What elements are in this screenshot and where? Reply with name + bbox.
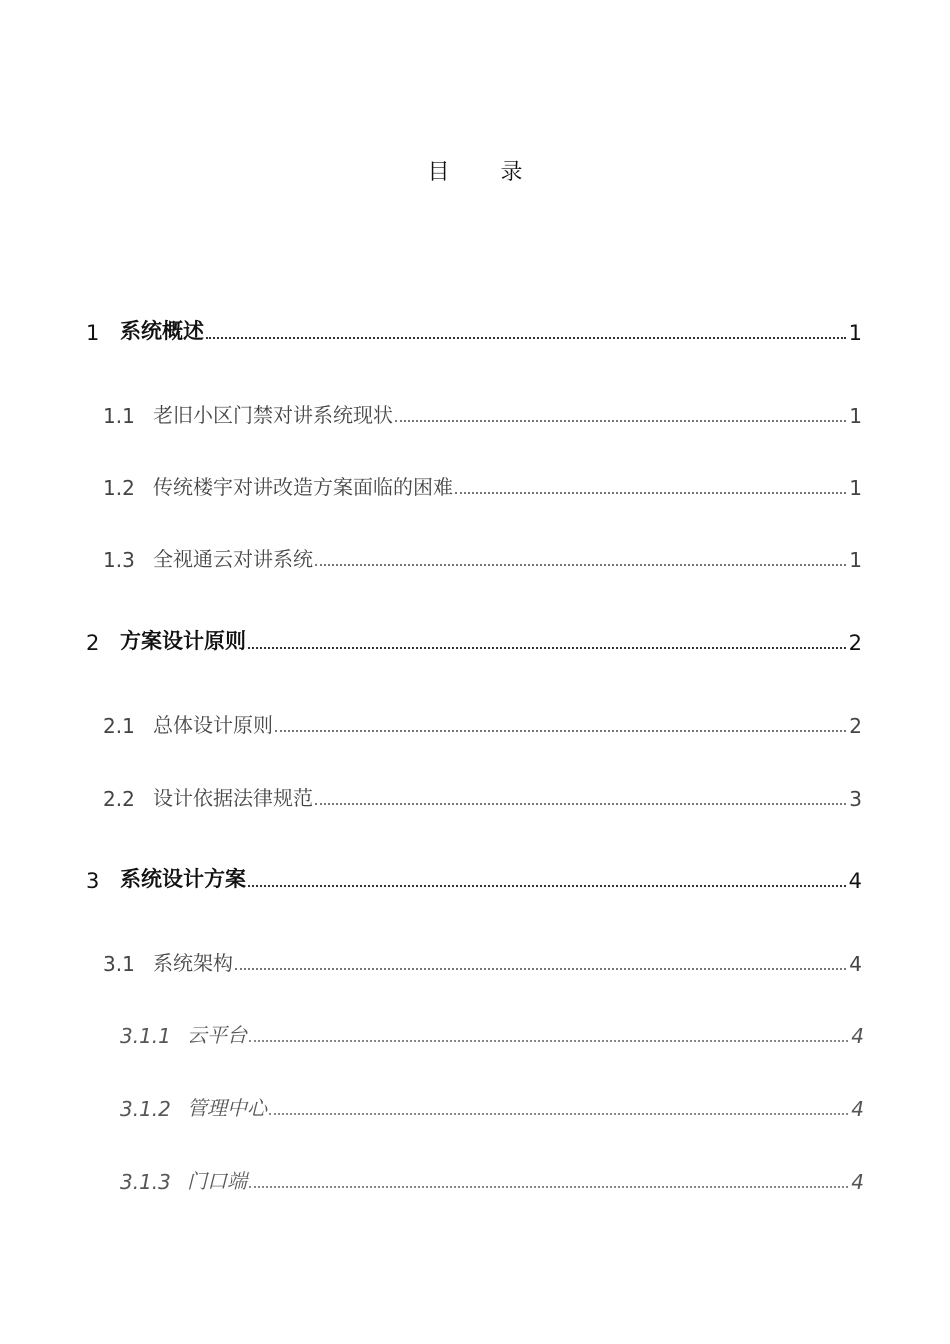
toc-number: 1	[86, 321, 100, 345]
toc-page-number: 2	[849, 714, 862, 738]
toc-page-number: 1	[849, 476, 862, 500]
toc-number: 3.1.2	[120, 1097, 171, 1121]
toc-title: 系统架构	[153, 951, 233, 975]
toc-page-number: 4	[851, 1024, 864, 1048]
toc-page-number: 4	[848, 869, 862, 893]
toc-entry-3-1-2[interactable]	[0, 1091, 950, 1121]
toc-title: 管理中心	[187, 1096, 267, 1120]
toc-number: 2.1	[103, 714, 135, 738]
page-title: 目 录	[427, 160, 545, 185]
toc-page-number: 4	[851, 1097, 864, 1121]
toc-title: 设计依据法律规范	[153, 786, 313, 810]
toc-number: 3	[86, 869, 100, 893]
toc-title: 系统设计方案	[120, 867, 246, 891]
toc-title: 传统楼宇对讲改造方案面临的困难	[153, 475, 453, 499]
dot-leader	[248, 645, 846, 649]
toc-entry-1-1[interactable]	[0, 398, 950, 428]
toc-page-number: 1	[849, 404, 862, 428]
dot-leader	[315, 562, 846, 566]
dot-leader	[269, 1111, 848, 1115]
toc-title: 门口端	[187, 1169, 247, 1193]
dot-leader	[249, 1038, 848, 1042]
dot-leader	[275, 728, 846, 732]
dot-leader	[395, 418, 846, 422]
toc-number: 2.2	[103, 787, 135, 811]
toc-number: 1.2	[103, 476, 135, 500]
toc-entry-1-3[interactable]	[0, 542, 950, 572]
toc-page-number: 1	[848, 321, 862, 345]
toc-entry-3-1-3[interactable]	[0, 1164, 950, 1194]
toc-page-number: 2	[848, 631, 862, 655]
toc-number: 1.1	[103, 404, 135, 428]
toc-number: 3.1.3	[120, 1170, 171, 1194]
toc-page-number: 4	[849, 952, 862, 976]
toc-number: 2	[86, 631, 100, 655]
dot-leader	[455, 490, 846, 494]
toc-entry-3-1[interactable]	[0, 946, 950, 976]
toc-entry-2-1[interactable]	[0, 708, 950, 738]
toc-title: 系统概述	[120, 319, 204, 343]
toc-title: 老旧小区门禁对讲系统现状	[153, 403, 393, 427]
toc-title: 云平台	[187, 1023, 247, 1047]
toc-page-number: 3	[849, 787, 862, 811]
dot-leader	[235, 966, 846, 970]
toc-entry-2-2[interactable]	[0, 781, 950, 811]
toc-number: 3.1.1	[120, 1024, 171, 1048]
toc-title: 总体设计原则	[153, 713, 273, 737]
toc-page-number: 4	[851, 1170, 864, 1194]
toc-entry-3[interactable]	[0, 863, 950, 893]
toc-title: 方案设计原则	[120, 629, 246, 653]
toc-title: 全视通云对讲系统	[153, 547, 313, 571]
dot-leader	[249, 1184, 848, 1188]
toc-number: 3.1	[103, 952, 135, 976]
toc-entry-1[interactable]	[0, 315, 950, 345]
toc-page-number: 1	[849, 548, 862, 572]
dot-leader	[315, 801, 846, 805]
toc-entry-1-2[interactable]	[0, 470, 950, 500]
dot-leader	[206, 335, 846, 339]
toc-entry-2[interactable]	[0, 625, 950, 655]
toc-entry-3-1-1[interactable]	[0, 1018, 950, 1048]
dot-leader	[248, 883, 846, 887]
toc-number: 1.3	[103, 548, 135, 572]
